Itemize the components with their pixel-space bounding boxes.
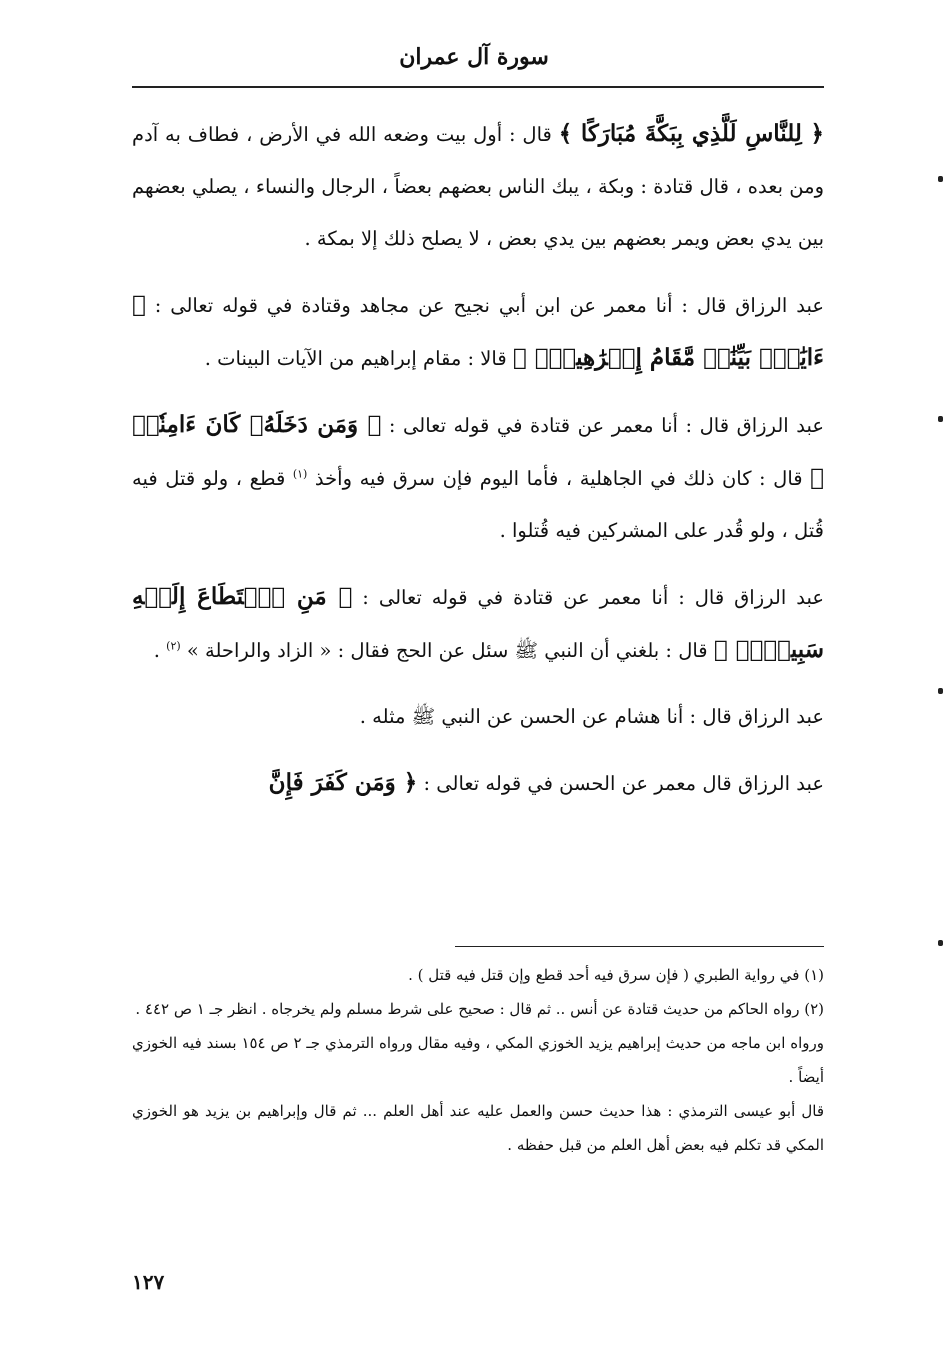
paragraph-1 [132, 108, 824, 265]
scan-mark [938, 688, 943, 694]
main-text [132, 108, 824, 824]
paragraph-text: قال : كان ذلك في الجاهلية ، فأما اليوم فإن سرق فيه وأخذ [307, 467, 811, 490]
paragraph-text: قال : بلغني أن النبي ﷺ سئل عن الحج فقال : « الزاد والراحلة » [180, 639, 714, 662]
footnote-reference[interactable]: (١) [292, 467, 308, 481]
quran-verse: ﴿ لِلنَّاسِ لَلَّذِي بِبَكَّةَ مُبَارَكًا ﴾ [558, 120, 824, 147]
footnote-2: (٢) رواه الحاكم من حديث قتادة عن أنس .. ثم قال : صحيح على شرط مسلم ولم يخرجاه . انظر جـ ١ ص ٤٤٢ . [135, 1000, 824, 1018]
scan-mark [938, 940, 943, 946]
paragraph-4 [132, 571, 824, 677]
paragraph-5 [132, 691, 824, 743]
paragraph-3 [132, 399, 824, 557]
quran-verse: ﴿ مَنِ ٱسۡتَطَاعَ إِلَيۡهِ سَبِيلٗاۚ ﴾ [132, 583, 824, 663]
footnote-reference[interactable]: (٢) [166, 639, 181, 653]
quran-verse: ﴿ ءَايَٰتُۢ بَيِّنَٰتٞ مَّقَامُ إِبۡرَٰهِيمَۖ ﴾ [132, 291, 824, 371]
quran-verse: ﴿ وَمَن كَفَرَ فَإِنَّ [268, 769, 418, 796]
page-title: سورة آل عمران [399, 44, 549, 70]
paragraph-text: قال : أول بيت وضعه الله في الأرض ، فطاف به آدم ومن بعده ، قال قتادة : وبكة ، يبك الناس بعضهم بعضاً ، الرجال والنساء ، يصلي بعضهم بين يدي بعض ويمر بعضهم بين يدي بعض ، لا يصلح ذلك إلا بمكة . [132, 123, 824, 250]
paragraph-6 [132, 757, 824, 810]
paragraph-text: عبد الرزاق قال معمر عن الحسن في قوله تعالى : [417, 772, 824, 795]
footnote-2-continued: ورواه ابن ماجه من حديث إبراهيم يزيد الخوزي المكي ، وفيه مقال ورواه الترمذي جـ ٢ ص ١٥٤ بسند فيه الخوزي أيضاً . [132, 1034, 825, 1086]
footnote-1: (١) في رواية الطبري ( فإن سرق فيه أحد قطع وإن قتل فيه قتل ) . [408, 966, 824, 984]
footnote-divider [455, 946, 824, 947]
paragraph-text: عبد الرزاق قال : أنا معمر عن قتادة في قوله تعالى : [381, 414, 824, 437]
footnotes [132, 958, 824, 1162]
paragraph-text: قطع ، ولو قتل فيه قُتل ، ولو قُدر على المشركين فيه قُتلوا . [132, 467, 824, 542]
quran-verse: ﴿ وَمَن دَخَلَهُۥ كَانَ ءَامِنٗاۗ ﴾ [132, 411, 824, 491]
scan-mark [938, 416, 943, 422]
paragraph-text: عبد الرزاق قال : أنا معمر عن ابن أبي نجيح عن مجاهد وقتادة في قوله تعالى : [145, 294, 824, 317]
header-divider [132, 86, 824, 88]
paragraph-text: قالا : مقام إبراهيم من الآيات البينات . [204, 347, 513, 370]
paragraph-text: عبد الرزاق قال : أنا معمر عن قتادة في قوله تعالى : [352, 586, 824, 609]
paragraph-text: عبد الرزاق قال : أنا هشام عن الحسن عن النبي ﷺ مثله . [359, 705, 824, 728]
scan-mark [938, 176, 943, 182]
footnote-2-continued: قال أبو عيسى الترمذي : هذا حديث حسن والعمل عليه عند أهل العلم ... ثم قال وإبراهيم بن يزيد هو الخوزي المكي قد تكلم فيه بعض أهل العلم من قبل حفظه . [132, 1102, 824, 1154]
paragraph-text: . [153, 639, 167, 662]
page-number: ١٢٧ [132, 1270, 165, 1294]
paragraph-2 [132, 279, 824, 385]
